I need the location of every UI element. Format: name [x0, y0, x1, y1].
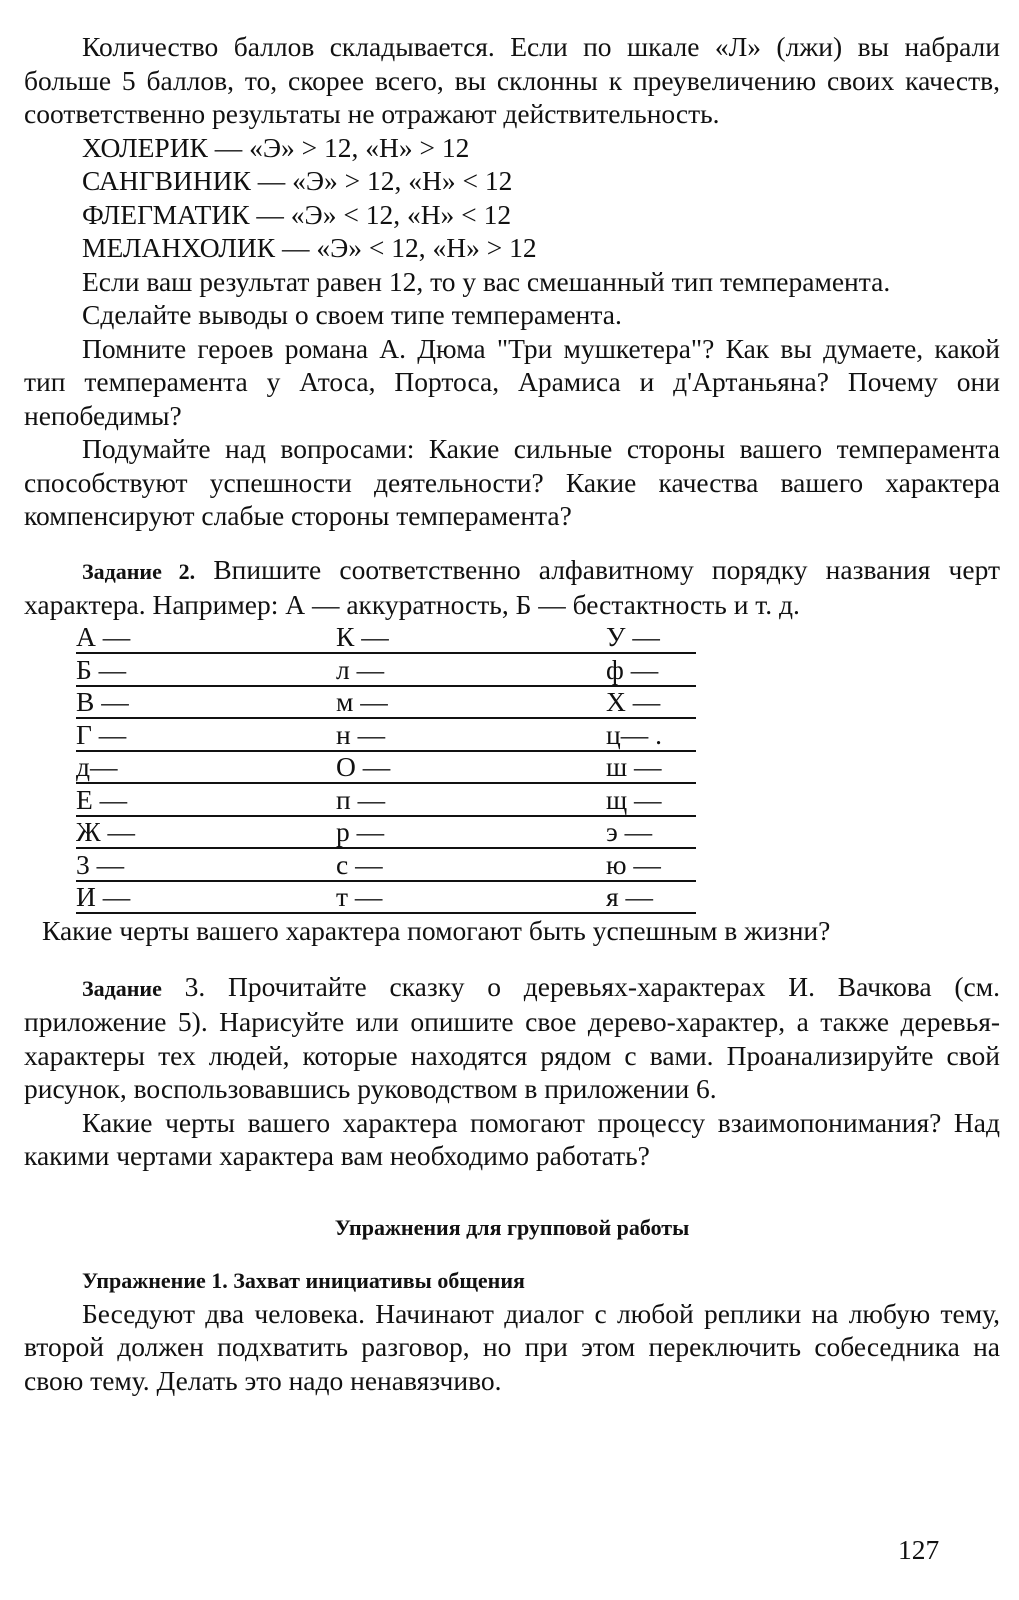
- table-cell[interactable]: р —: [336, 816, 385, 847]
- table-cell[interactable]: Х —: [606, 686, 661, 717]
- task3-paragraph: [24, 970, 1000, 1106]
- task2-label: Задание 2.: [82, 558, 196, 584]
- table-row: [76, 719, 696, 752]
- table-cell[interactable]: И —: [76, 881, 131, 912]
- table-cell[interactable]: О —: [336, 751, 391, 782]
- task3-text: 3. Прочитайте сказку о деревьях-характерах И. Вачкова (см. приложение 5). Нарисуйте или опишите свое дерево-характер, а также деревья-характеры тех людей, которые находятся рядом с вами. Проанализируйте свой рисунок, воспользовавшись руководством в приложении 6.: [24, 970, 1000, 1104]
- temperament-phlegmatic: ФЛЕГМАТИК — «Э» < 12, «Н» < 12: [82, 198, 512, 230]
- table-cell[interactable]: с —: [336, 848, 383, 880]
- table-row: [76, 687, 696, 720]
- table-row: [76, 752, 696, 785]
- table-cell[interactable]: п —: [336, 783, 386, 815]
- table-cell[interactable]: Г —: [76, 718, 127, 750]
- task2-text: Впишите соответственно алфавитному порядку названия черт характера. Например: А — аккуратность, Б — бестактность и т. д.: [24, 553, 1000, 620]
- table-cell[interactable]: ц— .: [606, 718, 662, 750]
- table-cell[interactable]: ю —: [606, 848, 661, 880]
- table-cell[interactable]: А —: [76, 621, 131, 652]
- task2-question: Какие черты вашего характера помогают быть успешным в жизни?: [42, 915, 831, 946]
- table-row: [76, 849, 696, 882]
- temperament-melancholic: МЕЛАНХОЛИК — «Э» < 12, «Н» > 12: [82, 232, 537, 263]
- page-content: [24, 30, 1000, 1397]
- table-cell[interactable]: ш —: [606, 751, 662, 782]
- table-row: [76, 817, 696, 850]
- table-row: [76, 654, 696, 687]
- table-cell[interactable]: Ж —: [76, 816, 136, 847]
- group-work-heading: Упражнения для групповой работы: [334, 1214, 690, 1240]
- conclusion-note: Сделайте выводы о своем типе темперамента.: [82, 299, 622, 330]
- traits-table: [76, 622, 696, 915]
- table-cell[interactable]: м —: [336, 686, 388, 717]
- temperament-choleric: ХОЛЕРИК — «Э» > 12, «Н» > 12: [82, 131, 470, 163]
- table-cell[interactable]: У —: [606, 621, 660, 652]
- page-number: 127: [898, 1534, 940, 1565]
- table-cell[interactable]: т —: [336, 881, 383, 912]
- task3-question: Какие черты вашего характера помогают процессу взаимопонимания? Над какими чертами характера вам необходимо работать?: [24, 1106, 1000, 1171]
- reflection-paragraph: Подумайте над вопросами: Какие сильные стороны вашего темперамента способствуют успешности деятельности? Какие качества вашего характера компенсируют слабые стороны темперамента?: [24, 433, 1000, 531]
- table-row: [76, 882, 696, 915]
- table-cell[interactable]: К —: [336, 621, 389, 652]
- table-cell[interactable]: э —: [606, 816, 653, 847]
- table-cell[interactable]: д—: [76, 751, 118, 782]
- task2-paragraph: [24, 553, 1000, 622]
- table-cell[interactable]: Б —: [76, 653, 127, 685]
- table-cell[interactable]: ф —: [606, 653, 659, 685]
- table-cell[interactable]: 3 —: [76, 848, 125, 880]
- table-cell[interactable]: н —: [336, 718, 386, 750]
- task3-label: Задание: [82, 975, 162, 1001]
- intro-paragraph: Количество баллов складывается. Если по шкале «Л» (лжи) вы набрали больше 5 баллов, то, скорее всего, вы склонны к преувеличению своих качеств, соответственно результаты не отражают действительность.: [24, 31, 1000, 129]
- table-row: [76, 622, 696, 655]
- musketeers-paragraph: Помните героев романа А. Дюма "Три мушкетера"? Как вы думаете, какой тип темперамента у Атоса, Портоса, Арамиса и д'Артаньяна? Почему они непобедимы?: [24, 332, 1000, 431]
- exercise1-title: Упражнение 1. Захват инициативы общения: [82, 1267, 525, 1293]
- table-cell[interactable]: Е —: [76, 783, 128, 815]
- table-cell[interactable]: я —: [606, 881, 654, 912]
- table-row: [76, 784, 696, 817]
- mixed-type-note: Если ваш результат равен 12, то у вас смешанный тип темперамента.: [82, 265, 891, 297]
- table-cell[interactable]: В —: [76, 686, 129, 717]
- temperament-sanguine: САНГВИНИК — «Э» > 12, «Н» < 12: [82, 165, 513, 196]
- table-cell[interactable]: щ —: [606, 783, 662, 815]
- exercise1-text: Беседуют два человека. Начинают диалог с любой реплики на любую тему, второй должен подхватить разговор, но при этом переключить собеседника на свою тему. Делать это надо ненавязчиво.: [24, 1297, 1000, 1396]
- table-cell[interactable]: л —: [336, 653, 385, 685]
